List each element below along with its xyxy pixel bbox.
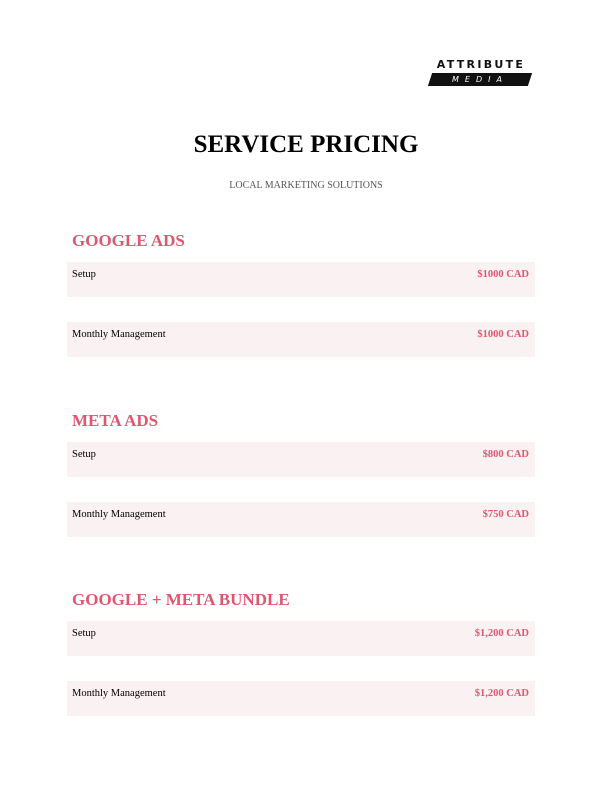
service-label: Monthly Management: [72, 329, 166, 340]
service-price: $800 CAD: [482, 449, 529, 460]
logo-subtext: MEDIA: [452, 75, 508, 84]
service-price: $1000 CAD: [477, 329, 529, 340]
service-price: $1,200 CAD: [474, 688, 529, 699]
logo-bar: [428, 73, 532, 86]
service-label: Setup: [72, 269, 96, 280]
attribute-media-logo: [426, 58, 536, 90]
service-label: Monthly Management: [72, 509, 166, 520]
service-label: Setup: [72, 449, 96, 460]
section-heading: GOOGLE ADS: [72, 231, 185, 250]
section-heading: META ADS: [72, 411, 159, 430]
price-row: [67, 442, 535, 477]
price-row: [67, 262, 535, 297]
service-price: $1,200 CAD: [474, 628, 529, 639]
service-label: Monthly Management: [72, 688, 166, 699]
price-row: [67, 681, 535, 716]
service-price: $1000 CAD: [477, 269, 529, 280]
logo-wordmark: ATTRIBUTE: [436, 58, 526, 71]
section-heading: GOOGLE + META BUNDLE: [72, 590, 290, 609]
price-row: [67, 322, 535, 357]
service-label: Setup: [72, 628, 96, 639]
price-row: [67, 502, 535, 537]
page-title: SERVICE PRICING: [193, 131, 419, 158]
price-row: [67, 621, 535, 656]
service-price: $750 CAD: [482, 509, 529, 520]
page-subtitle: LOCAL MARKETING SOLUTIONS: [229, 180, 383, 191]
